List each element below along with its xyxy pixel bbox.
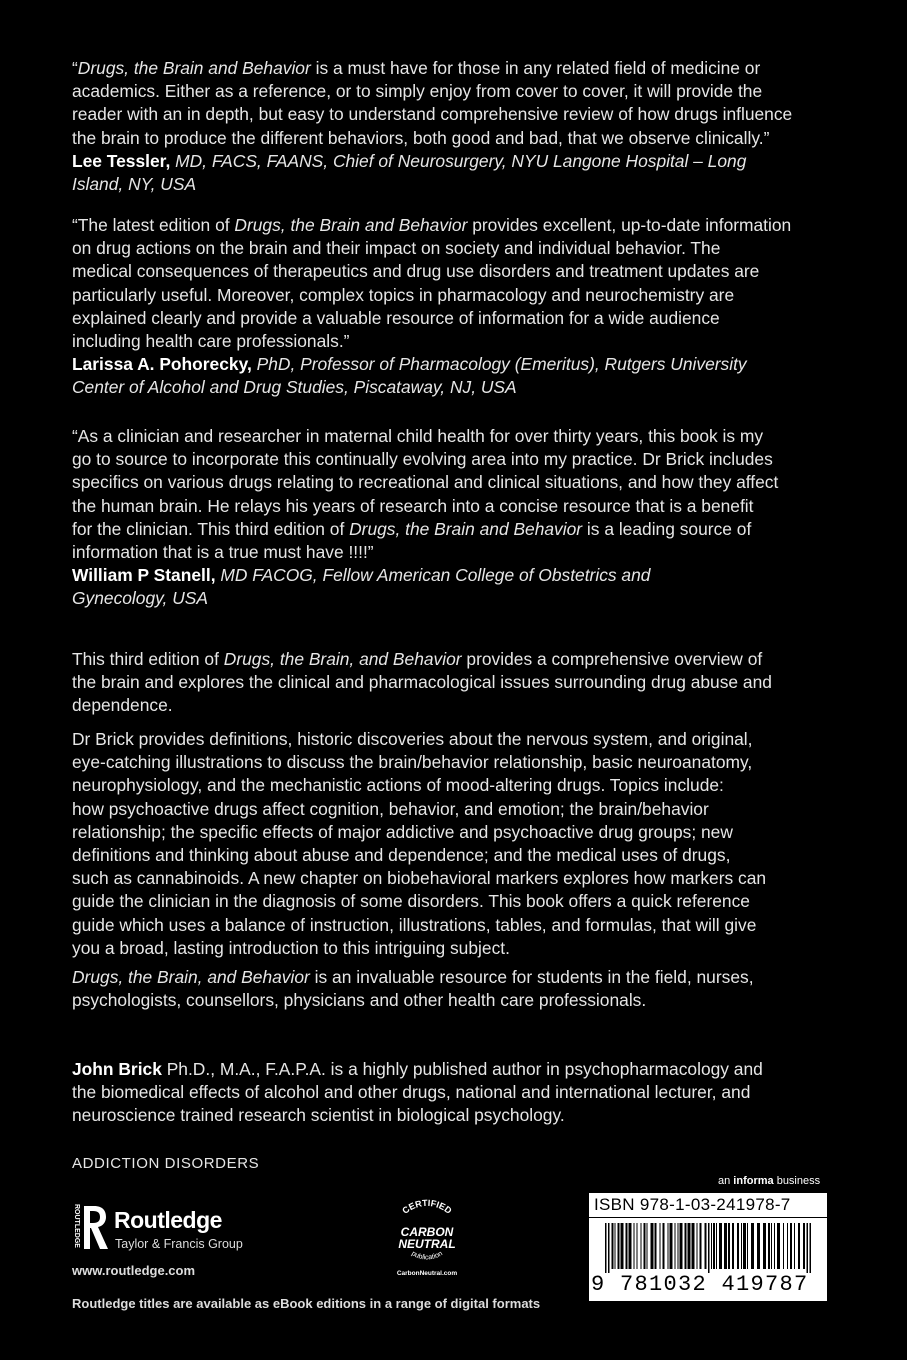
svg-text:CARBON: CARBON (400, 1225, 454, 1239)
text-line (72, 471, 832, 494)
barcode-bar (608, 1223, 610, 1273)
text-run: provides excellent, up-to-date information (467, 215, 792, 235)
italic-run: MD FACOG, Fellow American College of Obstetrics and (215, 565, 651, 586)
text-line (72, 425, 832, 448)
barcode-bar (629, 1223, 632, 1269)
barcode-bar (700, 1223, 702, 1269)
routledge-r-icon (66, 1202, 112, 1258)
publisher-name: Routledge (114, 1207, 222, 1233)
text-run: how psychoactive drugs affect cognition, behavior, and emotion; the brain/behavior (72, 798, 709, 819)
text-run: is a leading source of (582, 518, 752, 539)
text-run: neuroscience trained research scientist in biological psychology. (72, 1105, 565, 1126)
isbn-divider (589, 1217, 827, 1218)
routledge-logo (66, 1202, 266, 1258)
barcode-bar (757, 1223, 760, 1269)
informa-suffix: business (773, 1175, 821, 1187)
barcode-bar (621, 1223, 624, 1269)
barcode-digits: 9 781032 419787 (591, 1272, 809, 1297)
barcode-bar (663, 1223, 665, 1269)
text-line (72, 173, 832, 196)
barcode-bar (810, 1223, 812, 1273)
barcode-bar (660, 1223, 661, 1269)
italic-run: Drugs, the Brain and Behavior (77, 58, 311, 78)
barcode-bar (641, 1223, 642, 1269)
barcode-bar (798, 1223, 800, 1269)
barcode-bar (771, 1223, 772, 1269)
text-line (72, 284, 832, 307)
text-run: specifics on various drugs relating to recreational and clinical situations, and how they affect (72, 472, 779, 493)
text-line (72, 1104, 832, 1127)
author-bio (72, 1058, 832, 1128)
barcode-bar (655, 1223, 657, 1269)
description-paragraph-3 (72, 966, 832, 1012)
barcode-bar (668, 1223, 669, 1269)
text-line (72, 541, 832, 564)
barcode-bar (697, 1223, 698, 1269)
text-run: including health care professionals.” (72, 331, 350, 352)
isbn-number: ISBN 978-1-03-241978-7 (594, 1195, 791, 1214)
text-line (72, 989, 832, 1012)
svg-text:publication: publication (410, 1250, 444, 1262)
barcode-bar (751, 1223, 754, 1269)
barcode-bar (612, 1223, 614, 1269)
informa-prefix: an (718, 1175, 734, 1187)
text-line (72, 518, 832, 541)
italic-run: Drugs, the Brain, and Behavior (223, 649, 462, 669)
barcode-bar (777, 1223, 780, 1269)
text-run: eye-catching illustrations to discuss the brain/behavior relationship, basic neuroanatomy, (72, 752, 753, 773)
barcode-bar (634, 1223, 635, 1269)
text-line (72, 844, 832, 867)
barcode-bar (790, 1223, 792, 1269)
barcode-bar (787, 1223, 788, 1269)
publisher-website[interactable]: www.routledge.com (72, 1263, 196, 1278)
barcode-bar (768, 1223, 770, 1269)
text-run: This third edition of (72, 649, 224, 669)
text-line (72, 564, 832, 587)
italic-run: PhD, Professor of Pharmacology (Emeritus), Rutgers University (251, 354, 747, 375)
text-line (72, 214, 832, 237)
barcode-bar (685, 1223, 687, 1269)
text-line (72, 127, 832, 150)
endorsement-pohorecky (72, 214, 832, 400)
barcode-bar (705, 1223, 707, 1269)
text-line (72, 1081, 832, 1104)
text-run: on drug actions on the brain and their impact on society and individual behavior. The (72, 238, 721, 259)
text-run: dependence. (72, 695, 173, 716)
italic-run: Gynecology, USA (72, 588, 208, 609)
text-line (72, 495, 832, 518)
barcode-bar (626, 1223, 628, 1269)
barcode-bar (741, 1223, 742, 1269)
barcode-bar (713, 1223, 715, 1269)
text-run: provides a comprehensive overview of (461, 649, 763, 669)
text-line (72, 376, 832, 399)
barcode-bar (774, 1223, 775, 1269)
text-line (72, 694, 832, 717)
italic-run: Center of Alcohol and Drug Studies, Piscataway, NJ, USA (72, 377, 517, 398)
text-line (72, 260, 832, 283)
barcode-bar (783, 1223, 784, 1269)
text-run: for the clinician. This third edition of (72, 518, 350, 539)
text-line (72, 448, 832, 471)
text-line (72, 966, 832, 989)
text-run: relationship; the specific effects of major addictive and psychoactive drug groups; new (72, 821, 733, 842)
text-line (72, 307, 832, 330)
barcode-bar (615, 1223, 616, 1269)
publisher-group: Taylor & Francis Group (115, 1237, 243, 1251)
italic-run: Island, NY, USA (72, 174, 197, 195)
informa-bold: informa (733, 1175, 774, 1187)
barcode-bar (728, 1223, 730, 1269)
text-run: “The latest edition of (72, 215, 235, 235)
text-run: the biomedical effects of alcohol and other drugs, national and international lecturer, and (72, 1082, 751, 1103)
barcode-bar (747, 1223, 748, 1269)
svg-text:CERTIFIED: CERTIFIED (400, 1197, 454, 1216)
text-run: the brain and explores the clinical and pharmacological issues surrounding drug abuse and (72, 672, 772, 693)
italic-run: MD, FACS, FAANS, Chief of Neurosurgery, NYU Langone Hospital – Long (170, 150, 747, 171)
text-line (72, 103, 832, 126)
barcode-bar (724, 1223, 727, 1269)
text-line (72, 648, 832, 671)
routledge-vertical-text: ROUTLEDGE (73, 1204, 80, 1248)
bold-run: William P Stanell, (72, 565, 216, 586)
endorsement-tessler (72, 57, 832, 196)
text-run: such as cannabinoids. A new chapter on biobehavioral markers explores how markers can (72, 868, 767, 889)
text-line (72, 798, 832, 821)
text-line (72, 587, 832, 610)
text-run: guide the clinician in the diagnosis of some disorders. This book offers a quick reference (72, 891, 750, 912)
text-run: Dr Brick provides definitions, historic discoveries about the nervous system, and original, (72, 729, 753, 749)
text-run: academics. Either as a reference, or to simply enjoy from cover to cover, it will provide the (72, 81, 763, 102)
text-run: psychologists, counsellors, physicians and other health care professionals. (72, 990, 647, 1011)
text-run: is a must have for those in any related field of medicine or (310, 58, 761, 78)
italic-run: Drugs, the Brain and Behavior (234, 215, 468, 235)
text-line (72, 330, 832, 353)
barcode-bar (719, 1223, 722, 1269)
barcode-bar (618, 1223, 620, 1269)
barcode-bar (711, 1223, 712, 1269)
svg-text:CarbonNeutral.com: CarbonNeutral.com (396, 1270, 458, 1277)
text-line (72, 728, 832, 751)
barcode-bar (763, 1223, 766, 1269)
bold-run: Larissa A. Pohorecky, (72, 354, 252, 375)
bold-run: John Brick (72, 1059, 162, 1079)
text-line (72, 937, 832, 960)
barcode-bar (647, 1223, 648, 1269)
text-line (72, 914, 832, 937)
carbon-neutral-logo (382, 1190, 472, 1280)
text-line (72, 890, 832, 913)
text-line (72, 237, 832, 260)
barcode-bar (708, 1223, 710, 1273)
barcode-bar (803, 1223, 805, 1269)
text-run: medical consequences of therapeutics and drug use disorders and treatment updates are (72, 261, 760, 282)
endorsement-stanell (72, 425, 832, 611)
text-run: go to source to incorporate this continually evolving area into my practice. Dr Brick includes (72, 449, 773, 470)
text-run: “ (72, 58, 78, 78)
barcode-bar (692, 1223, 695, 1269)
text-run: “As a clinician and researcher in maternal child health for over thirty years, this book is my (72, 426, 764, 446)
barcode-bar (605, 1223, 607, 1273)
barcode-bar (688, 1223, 691, 1269)
text-line (72, 353, 832, 376)
text-run: is an invaluable resource for students in the field, nurses, (309, 967, 754, 987)
barcode-bar (670, 1223, 673, 1269)
text-run: Ph.D., M.A., F.A.P.A. is a highly published author in psychopharmacology and (161, 1059, 763, 1079)
text-run: reader with an in depth, but easy to understand comprehensive review of how drugs influence (72, 104, 793, 125)
barcode-bar (644, 1223, 646, 1269)
text-run: information that is a true must have !!!!” (72, 542, 374, 563)
subject-category: ADDICTION DISORDERS (72, 1155, 260, 1172)
text-line (72, 867, 832, 890)
svg-text:NEUTRAL: NEUTRAL (398, 1237, 456, 1251)
text-run: neurophysiology, and the mechanistic actions of mood-altering drugs. Topics include: (72, 775, 724, 796)
barcode-bar (737, 1223, 739, 1269)
italic-run: Drugs, the Brain, and Behavior (72, 967, 310, 987)
text-run: the brain to produce the different behaviors, both good and bad, that we observe clinically.” (72, 127, 770, 148)
text-line (72, 80, 832, 103)
barcode-bar (675, 1223, 676, 1269)
text-line (72, 751, 832, 774)
text-line (72, 57, 832, 80)
barcode-bar (680, 1223, 683, 1269)
text-line (72, 1058, 832, 1081)
text-run: guide which uses a balance of instruction, illustrations, tables, and formulas, that will give (72, 914, 757, 935)
ebook-note: Routledge titles are available as eBook editions in a range of digital formats (72, 1296, 541, 1311)
barcode-bar (807, 1223, 809, 1273)
text-run: you a broad, lasting introduction to this intriguing subject. (72, 937, 510, 958)
description-paragraph-2 (72, 728, 832, 960)
barcode-bar (637, 1223, 638, 1269)
barcode-bar (743, 1223, 746, 1269)
barcode-bar (716, 1223, 717, 1269)
isbn-barcode (589, 1193, 827, 1301)
carbon-neutral-icon (382, 1190, 472, 1280)
text-run: particularly useful. Moreover, complex topics in pharmacology and neurochemistry are (72, 284, 735, 305)
informa-business-note (718, 1175, 820, 1187)
barcode-bars (605, 1223, 813, 1273)
text-line (72, 821, 832, 844)
text-line (72, 774, 832, 797)
text-run: explained clearly and provide a valuable resource of information for a wide audience (72, 307, 720, 328)
text-run: definitions and thinking about abuse and dependence; and the medical uses of drugs, (72, 845, 731, 866)
barcode-bar (732, 1223, 734, 1269)
description-paragraph-1 (72, 648, 832, 718)
bold-run: Lee Tessler, (72, 150, 171, 171)
italic-run: Drugs, the Brain and Behavior (349, 518, 583, 539)
text-run: the human brain. He relays his years of research into a concise resource that is a benefit (72, 495, 754, 516)
barcode-bar (794, 1223, 795, 1269)
text-line (72, 150, 832, 173)
text-line (72, 671, 832, 694)
barcode-bar (651, 1223, 654, 1269)
barcode-bar (678, 1223, 679, 1269)
